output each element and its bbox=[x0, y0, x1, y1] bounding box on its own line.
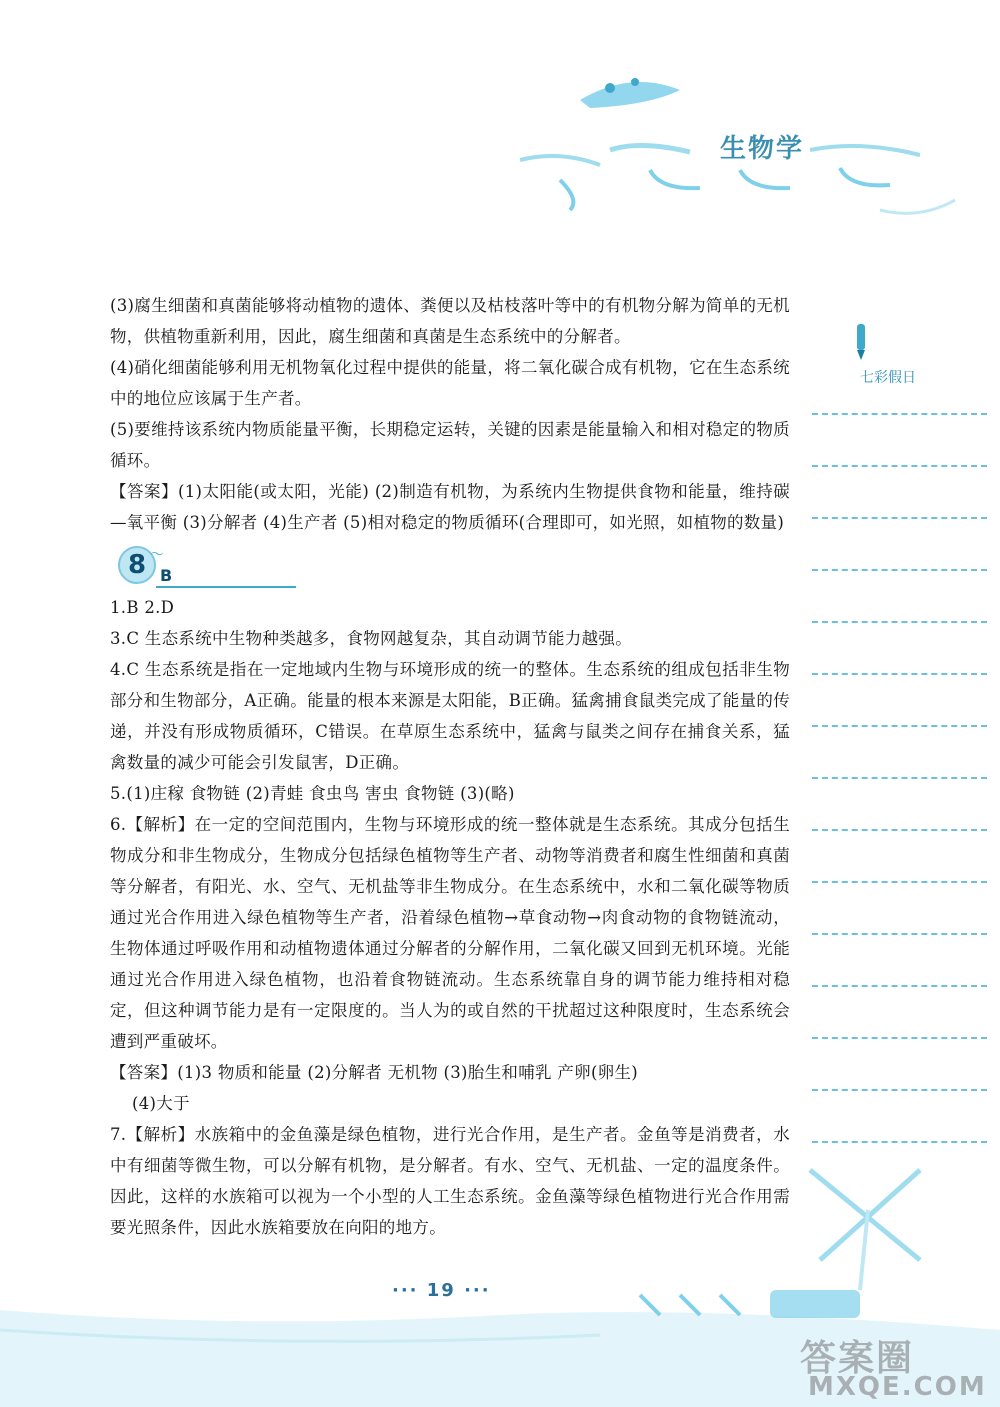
section-badge bbox=[110, 544, 790, 590]
answer-item: 3.C 生态系统中生物种类越多，食物网越复杂，其自动调节能力越强。 bbox=[110, 629, 633, 648]
answer-item: 6.【解析】在一定的空间范围内，生物与环境形成的统一整体就是生态系统。其成分包括生物成分和非生物成分，生物成分包括绿色植物等生产者、动物等消费者和腐生性细菌和真菌等分解者，有阳光、水、空气、无机盐等非生物成分。在生态系统中，水和二氧化碳等物质通过光合作用进入绿色植物等生产者，沿着绿色植物→草食动物→肉食动物的食物链流动，生物体通过呼吸作用和动植物遗体通过分解者的分解作用，二氧化碳又回到无机环境。光能通过光合作用进入绿色植物，也沿着食物链流动。生态系统靠自身的调节能力维持相对稳定，但这种调节能力是有一定限度的。当人为的或自然的干扰超过这种限度时，生态系统会遭到严重破坏。 bbox=[110, 815, 790, 1051]
page-number: ··· 19 ··· bbox=[392, 1280, 491, 1301]
swirl-icon: 〜 bbox=[150, 547, 164, 563]
watermark-text: 答案圈 bbox=[800, 1338, 915, 1379]
note-line bbox=[812, 777, 987, 779]
section-number: 8 bbox=[118, 546, 156, 584]
answer-item: 7.【解析】水族箱中的金鱼藻是绿色植物，进行光合作用，是生产者。金鱼等是消费者，水中有细菌等微生物，可以分解有机物，是分解者。有水、空气、无机盐、一定的温度条件。因此，这样的水族箱可以视为一个小型的人工生态系统。金鱼藻等绿色植物进行光合作用需要光照条件，因此水族箱要放在向阳的地方。 bbox=[110, 1125, 790, 1237]
answer-item: 5.(1)庄稼 食物链 (2)青蛙 食虫鸟 害虫 食物链 (3)(略) bbox=[110, 784, 515, 803]
subject-title: 生物学 bbox=[720, 134, 805, 164]
paragraph: (4)硝化细菌能够利用无机物氧化过程中提供的能量，将二氧化碳合成有机物，它在生态系统中的地位应该属于生产者。 bbox=[110, 358, 790, 408]
note-line bbox=[812, 465, 987, 467]
answer-item: 1.B 2.D bbox=[110, 598, 175, 617]
side-label: 七彩假日 bbox=[860, 370, 916, 386]
answer-item: (4)大于 bbox=[132, 1094, 190, 1113]
note-line bbox=[812, 621, 987, 623]
windmill-decoration bbox=[780, 1150, 980, 1300]
note-line bbox=[812, 933, 987, 935]
note-line bbox=[812, 413, 987, 415]
note-line bbox=[812, 517, 987, 519]
section-underline bbox=[156, 586, 296, 588]
note-line bbox=[812, 829, 987, 831]
note-line bbox=[812, 881, 987, 883]
note-line bbox=[812, 1089, 987, 1091]
pen-icon bbox=[850, 322, 872, 362]
answer-item: 4.C 生态系统是指在一定地域内生物与环境形成的统一的整体。生态系统的组成包括非生物部分和生物部分，A正确。能量的根本来源是太阳能，B正确。猛禽捕食鼠类完成了能量的传递，并没有形成物质循环，C错误。在草原生态系统中，猛禽与鼠类之间存在捕食关系，猛禽数量的减少可能会引发鼠害，D正确。 bbox=[110, 660, 790, 772]
note-line bbox=[812, 569, 987, 571]
section-letter: B bbox=[160, 566, 173, 585]
note-line bbox=[812, 725, 987, 727]
note-line bbox=[812, 1037, 987, 1039]
note-line bbox=[812, 673, 987, 675]
note-line bbox=[812, 985, 987, 987]
answer-item: 【答案】(1)3 物质和能量 (2)分解者 无机物 (3)胎生和哺乳 产卵(卵生) bbox=[110, 1063, 639, 1082]
paragraph: (3)腐生细菌和真菌能够将动植物的遗体、粪便以及枯枝落叶等中的有机物分解为简单的无机物，供植物重新利用，因此，腐生细菌和真菌是生态系统中的分解者。 bbox=[110, 296, 790, 346]
paragraph: (5)要维持该系统内物质能量平衡，长期稳定运转，关键的因素是能量输入和相对稳定的物质循环。 bbox=[110, 420, 790, 470]
watermark-url: MXQE.COM bbox=[808, 1372, 987, 1402]
main-content bbox=[110, 290, 790, 1243]
note-line bbox=[812, 1141, 987, 1143]
answer-paragraph: 【答案】(1)太阳能(或太阳，光能) (2)制造有机物，为系统内生物提供食物和能量，维持碳—氧平衡 (3)分解者 (4)生产者 (5)相对稳定的物质循环(合理即可，如光照，如植物的数量) bbox=[110, 482, 790, 532]
